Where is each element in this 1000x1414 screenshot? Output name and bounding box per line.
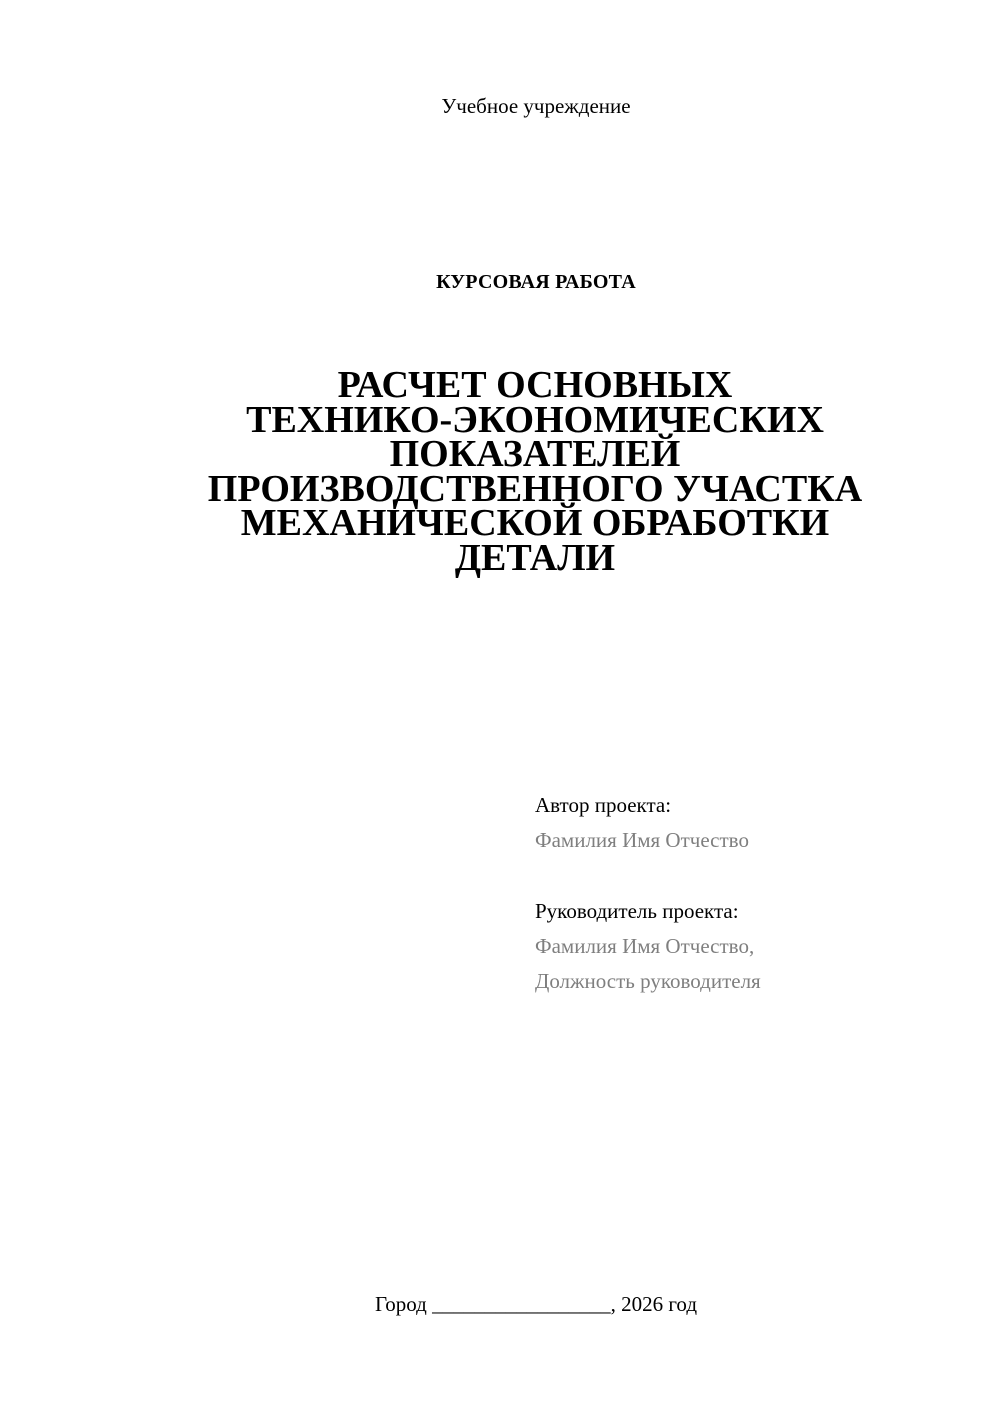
document-title: [160, 364, 910, 579]
title-line: МЕХАНИЧЕСКОЙ ОБРАБОТКИ: [240, 502, 830, 544]
title-line: ПРОИЗВОДСТВЕННОГО УЧАСТКА: [207, 467, 863, 510]
supervisor-name: Фамилия Имя Отчество,: [535, 934, 755, 958]
title-line: РАСЧЕТ ОСНОВНЫХ: [337, 364, 733, 406]
spacer: [535, 858, 975, 894]
institution-name: Учебное учреждение: [441, 94, 631, 118]
city-year-line: Город _________________, 2026 год: [374, 1292, 698, 1316]
title-line: ДЕТАЛИ: [454, 536, 616, 579]
authors-block: [535, 788, 975, 999]
title-line: ТЕХНИКО-ЭКОНОМИЧЕСКИХ: [246, 398, 824, 441]
supervisor-position: Должность руководителя: [535, 969, 761, 993]
author-label: Автор проекта:: [535, 793, 672, 817]
title-line: ПОКАЗАТЕЛЕЙ: [389, 433, 681, 475]
author-name: Фамилия Имя Отчество: [535, 828, 749, 852]
supervisor-label: Руководитель проекта:: [535, 899, 739, 923]
document-type: КУРСОВАЯ РАБОТА: [436, 271, 636, 293]
